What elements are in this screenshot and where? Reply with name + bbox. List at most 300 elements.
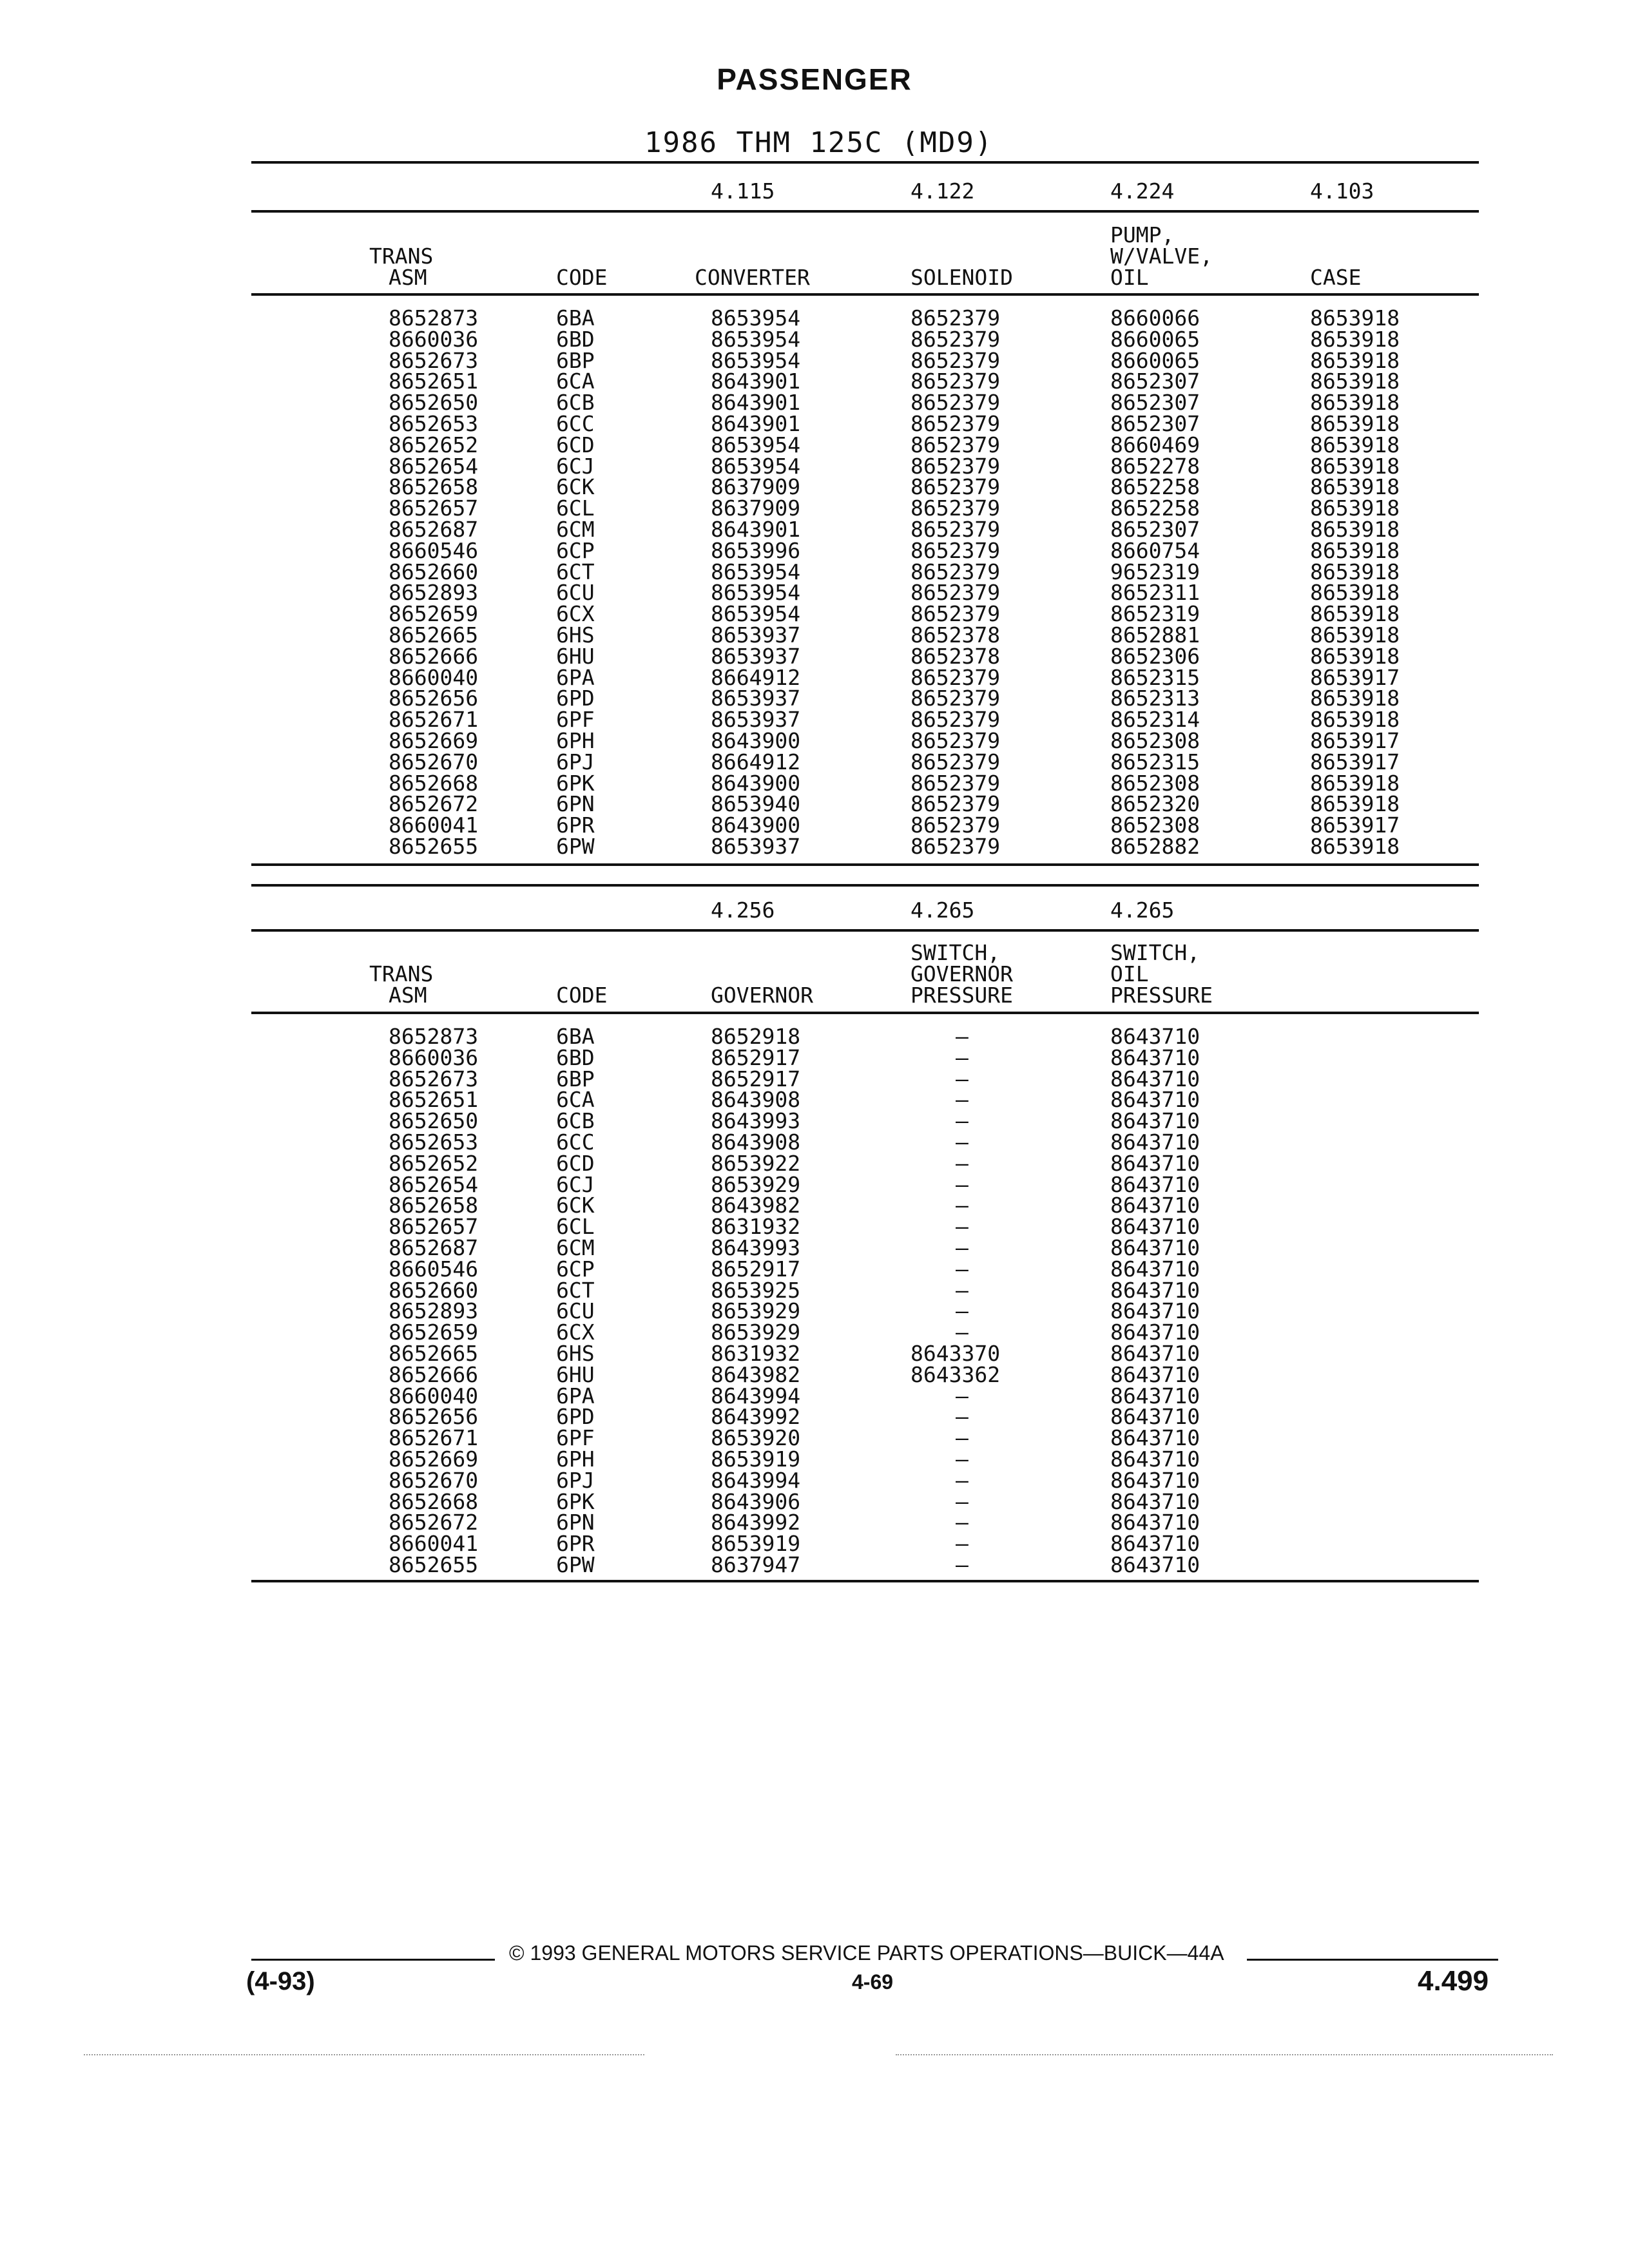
cell-solenoid: 8652379 bbox=[911, 537, 1001, 563]
cell-pump: 8652308 bbox=[1110, 727, 1200, 753]
cell-trans-asm: 8660546 bbox=[389, 1256, 479, 1282]
cell-switch-governor: – bbox=[956, 1298, 969, 1324]
table2-top-rule bbox=[251, 884, 1479, 887]
cell-trans-asm: 8652659 bbox=[389, 601, 479, 627]
cell-pump: 8652308 bbox=[1110, 770, 1200, 796]
cell-solenoid: 8652379 bbox=[911, 347, 1001, 373]
cell-code: 6PA bbox=[556, 664, 595, 690]
cell-pump: 8660754 bbox=[1110, 537, 1200, 563]
cell-trans-asm: 8652666 bbox=[389, 643, 479, 669]
cell-case: 8653918 bbox=[1310, 516, 1400, 542]
cell-case: 8653917 bbox=[1310, 727, 1400, 753]
table-row bbox=[0, 1321, 1629, 1343]
cell-converter: 8653954 bbox=[711, 453, 801, 479]
cell-pump: 8652314 bbox=[1110, 707, 1200, 733]
table-row bbox=[0, 1195, 1629, 1216]
table-row bbox=[0, 580, 1629, 606]
cell-code: 6PD bbox=[556, 1404, 595, 1430]
header-case: CASE bbox=[1310, 265, 1362, 290]
cell-code: 6CX bbox=[556, 601, 595, 627]
cell-code: 6PN bbox=[556, 791, 595, 817]
cell-switch-oil: 8643710 bbox=[1110, 1340, 1200, 1366]
ref-governor: 4.256 bbox=[711, 898, 775, 923]
cell-governor: 8653922 bbox=[711, 1150, 801, 1176]
cell-code: 6BA bbox=[556, 305, 595, 331]
cell-governor: 8653919 bbox=[711, 1446, 801, 1472]
cell-code: 6CD bbox=[556, 432, 595, 457]
cell-converter: 8653954 bbox=[711, 432, 801, 457]
table-row bbox=[0, 1385, 1629, 1407]
cell-switch-governor: – bbox=[956, 1277, 969, 1303]
cell-code: 6PR bbox=[556, 1531, 595, 1557]
cell-code: 6PH bbox=[556, 1446, 595, 1472]
header-pump-line1: PUMP, bbox=[1110, 222, 1175, 247]
cell-trans-asm: 8652651 bbox=[389, 369, 479, 394]
cell-switch-governor: – bbox=[956, 1129, 969, 1155]
cell-trans-asm: 8652873 bbox=[389, 305, 479, 331]
cell-switch-oil: 8643710 bbox=[1110, 1531, 1200, 1557]
cell-pump: 8652258 bbox=[1110, 495, 1200, 521]
cell-switch-oil: 8643710 bbox=[1110, 1298, 1200, 1324]
table2-body bbox=[0, 1026, 1629, 1575]
cell-switch-governor: – bbox=[956, 1044, 969, 1070]
cell-switch-oil: 8643710 bbox=[1110, 1235, 1200, 1260]
cell-pump: 8652307 bbox=[1110, 410, 1200, 436]
cell-code: 6PJ bbox=[556, 749, 595, 774]
cell-code: 6CP bbox=[556, 1256, 595, 1282]
cell-trans-asm: 8652660 bbox=[389, 1277, 479, 1303]
cell-switch-oil: 8643710 bbox=[1110, 1425, 1200, 1451]
cell-governor: 8631932 bbox=[711, 1214, 801, 1240]
cell-switch-governor: – bbox=[956, 1235, 969, 1260]
cell-trans-asm: 8652687 bbox=[389, 516, 479, 542]
cell-converter: 8653954 bbox=[711, 601, 801, 627]
cell-code: 6CC bbox=[556, 410, 595, 436]
cell-switch-governor: – bbox=[956, 1467, 969, 1493]
cell-trans-asm: 8652656 bbox=[389, 1404, 479, 1430]
cell-converter: 8637909 bbox=[711, 474, 801, 500]
header-swgov-line1: SWITCH, bbox=[911, 940, 1001, 965]
cell-converter: 8653954 bbox=[711, 305, 801, 331]
cell-trans-asm: 8652653 bbox=[389, 410, 479, 436]
cell-trans-asm: 8652658 bbox=[389, 1193, 479, 1218]
cell-governor: 8652917 bbox=[711, 1066, 801, 1091]
cell-code: 6CU bbox=[556, 580, 595, 606]
table-row bbox=[0, 1554, 1629, 1575]
header2-code: CODE bbox=[556, 983, 608, 1008]
cell-case: 8653918 bbox=[1310, 474, 1400, 500]
cell-switch-oil: 8643710 bbox=[1110, 1087, 1200, 1113]
cell-switch-oil: 8643710 bbox=[1110, 1024, 1200, 1049]
cell-converter: 8643901 bbox=[711, 410, 801, 436]
cell-code: 6CX bbox=[556, 1320, 595, 1345]
cell-governor: 8653929 bbox=[711, 1171, 801, 1197]
cell-trans-asm: 8652660 bbox=[389, 559, 479, 584]
cell-trans-asm: 8652655 bbox=[389, 833, 479, 859]
cell-code: 6CA bbox=[556, 369, 595, 394]
cell-governor: 8643906 bbox=[711, 1488, 801, 1514]
cell-switch-oil: 8643710 bbox=[1110, 1467, 1200, 1493]
header-solenoid: SOLENOID bbox=[911, 265, 1013, 290]
header-swoil-line2: OIL bbox=[1110, 961, 1149, 986]
cell-governor: 8653925 bbox=[711, 1277, 801, 1303]
cell-solenoid: 8652379 bbox=[911, 495, 1001, 521]
cell-switch-oil: 8643710 bbox=[1110, 1044, 1200, 1070]
cell-code: 6HS bbox=[556, 622, 595, 648]
cell-code: 6CB bbox=[556, 1108, 595, 1134]
cell-solenoid: 8652379 bbox=[911, 601, 1001, 627]
cell-solenoid: 8652379 bbox=[911, 369, 1001, 394]
cell-trans-asm: 8652671 bbox=[389, 707, 479, 733]
cell-code: 6HU bbox=[556, 643, 595, 669]
cell-trans-asm: 8652655 bbox=[389, 1552, 479, 1577]
cell-switch-oil: 8643710 bbox=[1110, 1383, 1200, 1408]
cell-trans-asm: 8652658 bbox=[389, 474, 479, 500]
cell-trans-asm: 8652650 bbox=[389, 390, 479, 416]
cell-switch-oil: 8643710 bbox=[1110, 1277, 1200, 1303]
cell-solenoid: 8652379 bbox=[911, 727, 1001, 753]
cell-case: 8653917 bbox=[1310, 664, 1400, 690]
cell-solenoid: 8652379 bbox=[911, 559, 1001, 584]
cell-solenoid: 8652379 bbox=[911, 833, 1001, 859]
cell-converter: 8653996 bbox=[711, 537, 801, 563]
cell-switch-oil: 8643710 bbox=[1110, 1150, 1200, 1176]
cell-trans-asm: 8652666 bbox=[389, 1361, 479, 1387]
cell-case: 8653918 bbox=[1310, 453, 1400, 479]
cell-governor: 8643994 bbox=[711, 1383, 801, 1408]
cell-trans-asm: 8652665 bbox=[389, 622, 479, 648]
cell-case: 8653918 bbox=[1310, 537, 1400, 563]
cell-trans-asm: 8660546 bbox=[389, 537, 479, 563]
cell-code: 6PJ bbox=[556, 1467, 595, 1493]
cell-converter: 8653954 bbox=[711, 559, 801, 584]
cell-pump: 8660065 bbox=[1110, 347, 1200, 373]
cell-trans-asm: 8660036 bbox=[389, 326, 479, 352]
cell-switch-governor: – bbox=[956, 1024, 969, 1049]
cell-code: 6CB bbox=[556, 390, 595, 416]
cell-pump: 8652258 bbox=[1110, 474, 1200, 500]
table-row bbox=[0, 347, 1629, 373]
cell-trans-asm: 8652669 bbox=[389, 727, 479, 753]
ref-switch-oil: 4.265 bbox=[1110, 898, 1175, 923]
table-row bbox=[0, 410, 1629, 436]
cell-trans-asm: 8652893 bbox=[389, 580, 479, 606]
page-subtitle: 1986 THM 125C (MD9) bbox=[644, 126, 994, 159]
cell-converter: 8664912 bbox=[711, 664, 801, 690]
cell-converter: 8653937 bbox=[711, 686, 801, 711]
cell-case: 8653918 bbox=[1310, 390, 1400, 416]
table-row bbox=[0, 1171, 1629, 1197]
table1-body bbox=[0, 307, 1629, 857]
table-row bbox=[0, 1298, 1629, 1324]
cell-code: 6BD bbox=[556, 326, 595, 352]
cell-code: 6HU bbox=[556, 1361, 595, 1387]
table-row bbox=[0, 497, 1629, 519]
cell-switch-governor: – bbox=[956, 1404, 969, 1430]
table-row bbox=[0, 1404, 1629, 1430]
cell-case: 8653918 bbox=[1310, 643, 1400, 669]
cell-governor: 8652917 bbox=[711, 1256, 801, 1282]
table-row bbox=[0, 1531, 1629, 1557]
header-governor: GOVERNOR bbox=[711, 983, 813, 1008]
cell-trans-asm: 8652670 bbox=[389, 749, 479, 774]
table-row bbox=[0, 1150, 1629, 1176]
table-row bbox=[0, 1026, 1629, 1047]
cell-converter: 8643900 bbox=[711, 727, 801, 753]
cell-pump: 8652320 bbox=[1110, 791, 1200, 817]
cell-code: 6BP bbox=[556, 347, 595, 373]
cell-trans-asm: 8652673 bbox=[389, 1066, 479, 1091]
cell-switch-governor: – bbox=[956, 1256, 969, 1282]
cell-solenoid: 8652379 bbox=[911, 686, 1001, 711]
cell-switch-oil: 8643710 bbox=[1110, 1404, 1200, 1430]
cell-governor: 8637947 bbox=[711, 1552, 801, 1577]
cell-switch-governor: 8643362 bbox=[911, 1361, 1001, 1387]
table-row bbox=[0, 1467, 1629, 1493]
cell-switch-oil: 8643710 bbox=[1110, 1193, 1200, 1218]
ref-solenoid: 4.122 bbox=[911, 178, 975, 204]
cell-pump: 9652319 bbox=[1110, 559, 1200, 584]
cell-trans-asm: 8652652 bbox=[389, 1150, 479, 1176]
table-row bbox=[0, 390, 1629, 416]
cell-case: 8653917 bbox=[1310, 812, 1400, 838]
cell-switch-governor: – bbox=[956, 1066, 969, 1091]
cell-code: 6CK bbox=[556, 474, 595, 500]
cell-code: 6PA bbox=[556, 1383, 595, 1408]
cell-switch-governor: – bbox=[956, 1488, 969, 1514]
header2-asm: ASM bbox=[389, 983, 427, 1008]
cell-switch-governor: – bbox=[956, 1425, 969, 1451]
cell-pump: 8652307 bbox=[1110, 390, 1200, 416]
cell-pump: 8652307 bbox=[1110, 369, 1200, 394]
table1-bottom-rule bbox=[251, 863, 1479, 866]
cell-case: 8653917 bbox=[1310, 749, 1400, 774]
cell-solenoid: 8652379 bbox=[911, 453, 1001, 479]
ref-converter: 4.115 bbox=[711, 178, 775, 204]
ref-pump: 4.224 bbox=[1110, 178, 1175, 204]
cell-trans-asm: 8652659 bbox=[389, 1320, 479, 1345]
cell-switch-oil: 8643710 bbox=[1110, 1171, 1200, 1197]
cell-code: 6CM bbox=[556, 516, 595, 542]
cell-trans-asm: 8652873 bbox=[389, 1024, 479, 1049]
cell-converter: 8653954 bbox=[711, 347, 801, 373]
cell-pump: 8652881 bbox=[1110, 622, 1200, 648]
copyright-line: © 1993 GENERAL MOTORS SERVICE PARTS OPERATIONS—BUICK—44A bbox=[509, 1941, 1224, 1965]
cell-governor: 8643908 bbox=[711, 1087, 801, 1113]
table-row bbox=[0, 1448, 1629, 1470]
cell-converter: 8643900 bbox=[711, 812, 801, 838]
cell-case: 8653918 bbox=[1310, 432, 1400, 457]
cell-governor: 8653929 bbox=[711, 1298, 801, 1324]
cell-code: 6CL bbox=[556, 1214, 595, 1240]
table-row bbox=[0, 516, 1629, 542]
cell-case: 8653918 bbox=[1310, 326, 1400, 352]
cell-switch-governor: – bbox=[956, 1171, 969, 1197]
cell-governor: 8653919 bbox=[711, 1531, 801, 1557]
cell-switch-governor: 8643370 bbox=[911, 1340, 1001, 1366]
cell-trans-asm: 8652657 bbox=[389, 495, 479, 521]
table-row bbox=[0, 307, 1629, 329]
cell-trans-asm: 8652651 bbox=[389, 1087, 479, 1113]
cell-code: 6CM bbox=[556, 1235, 595, 1260]
table-row bbox=[0, 370, 1629, 392]
cell-trans-asm: 8652654 bbox=[389, 1171, 479, 1197]
cell-solenoid: 8652378 bbox=[911, 622, 1001, 648]
cell-code: 6CT bbox=[556, 559, 595, 584]
cell-pump: 8660469 bbox=[1110, 432, 1200, 457]
cell-solenoid: 8652379 bbox=[911, 580, 1001, 606]
cell-switch-governor: – bbox=[956, 1446, 969, 1472]
cell-pump: 8652311 bbox=[1110, 580, 1200, 606]
cell-trans-asm: 8652687 bbox=[389, 1235, 479, 1260]
cell-governor: 8653920 bbox=[711, 1425, 801, 1451]
cell-code: 6PD bbox=[556, 686, 595, 711]
cell-converter: 8653937 bbox=[711, 707, 801, 733]
cell-pump: 8660066 bbox=[1110, 305, 1200, 331]
page-number: 4.499 bbox=[1418, 1965, 1489, 1997]
table-row bbox=[0, 814, 1629, 836]
cell-converter: 8653937 bbox=[711, 833, 801, 859]
cell-switch-oil: 8643710 bbox=[1110, 1214, 1200, 1240]
table-row bbox=[0, 1258, 1629, 1280]
table-row bbox=[0, 1340, 1629, 1366]
cell-case: 8653918 bbox=[1310, 833, 1400, 859]
cell-code: 6PR bbox=[556, 812, 595, 838]
cell-pump: 8652278 bbox=[1110, 453, 1200, 479]
page-title: PASSENGER bbox=[717, 62, 912, 96]
table-row bbox=[0, 1512, 1629, 1533]
cell-solenoid: 8652379 bbox=[911, 410, 1001, 436]
cell-case: 8653918 bbox=[1310, 770, 1400, 796]
table-row bbox=[0, 537, 1629, 563]
cell-trans-asm: 8652668 bbox=[389, 770, 479, 796]
cell-trans-asm: 8652671 bbox=[389, 1425, 479, 1451]
header-swoil-line3: PRESSURE bbox=[1110, 983, 1213, 1008]
cell-solenoid: 8652379 bbox=[911, 474, 1001, 500]
cell-trans-asm: 8652672 bbox=[389, 1510, 479, 1535]
cell-trans-asm: 8660040 bbox=[389, 664, 479, 690]
cell-case: 8653918 bbox=[1310, 347, 1400, 373]
cell-case: 8653918 bbox=[1310, 707, 1400, 733]
cell-switch-governor: – bbox=[956, 1531, 969, 1557]
cell-solenoid: 8652379 bbox=[911, 390, 1001, 416]
cell-switch-governor: – bbox=[956, 1510, 969, 1535]
cell-solenoid: 8652379 bbox=[911, 664, 1001, 690]
cell-switch-oil: 8643710 bbox=[1110, 1510, 1200, 1535]
table2-bottom-rule bbox=[251, 1580, 1479, 1582]
cell-solenoid: 8652379 bbox=[911, 791, 1001, 817]
cell-pump: 8652308 bbox=[1110, 812, 1200, 838]
header-trans-line1: TRANS bbox=[369, 244, 434, 269]
cell-governor: 8643908 bbox=[711, 1129, 801, 1155]
header-pump-line2: W/VALVE, bbox=[1110, 244, 1213, 269]
cell-switch-oil: 8643710 bbox=[1110, 1256, 1200, 1282]
table-row bbox=[0, 643, 1629, 669]
footer-rule-right bbox=[1247, 1959, 1498, 1961]
cell-pump: 8652882 bbox=[1110, 833, 1200, 859]
cell-case: 8653918 bbox=[1310, 686, 1400, 711]
scan-noise-right bbox=[896, 2054, 1553, 2055]
cell-code: 6CP bbox=[556, 537, 595, 563]
table-row bbox=[0, 1108, 1629, 1134]
cell-governor: 8643993 bbox=[711, 1235, 801, 1260]
cell-converter: 8653954 bbox=[711, 326, 801, 352]
cell-governor: 8643993 bbox=[711, 1108, 801, 1134]
cell-code: 6CJ bbox=[556, 453, 595, 479]
table-row bbox=[0, 434, 1629, 456]
cell-trans-asm: 8652669 bbox=[389, 1446, 479, 1472]
cell-switch-governor: – bbox=[956, 1214, 969, 1240]
scan-noise-left bbox=[84, 2054, 644, 2055]
cell-code: 6PK bbox=[556, 770, 595, 796]
cell-code: 6CL bbox=[556, 495, 595, 521]
cell-converter: 8653954 bbox=[711, 580, 801, 606]
ref-switch-gov: 4.265 bbox=[911, 898, 975, 923]
table-row bbox=[0, 326, 1629, 352]
cell-trans-asm: 8652653 bbox=[389, 1129, 479, 1155]
table-row bbox=[0, 1488, 1629, 1514]
table-row bbox=[0, 1131, 1629, 1153]
cell-code: 6PF bbox=[556, 1425, 595, 1451]
cell-governor: 8643992 bbox=[711, 1510, 801, 1535]
date-code: (4-93) bbox=[246, 1967, 315, 1995]
cell-solenoid: 8652379 bbox=[911, 326, 1001, 352]
cell-solenoid: 8652379 bbox=[911, 770, 1001, 796]
cell-converter: 8643901 bbox=[711, 390, 801, 416]
table-row bbox=[0, 561, 1629, 582]
cell-solenoid: 8652379 bbox=[911, 749, 1001, 774]
cell-switch-oil: 8643710 bbox=[1110, 1488, 1200, 1514]
table2-header-rule bbox=[251, 1012, 1479, 1014]
cell-solenoid: 8652379 bbox=[911, 432, 1001, 457]
table-row bbox=[0, 751, 1629, 773]
cell-code: 6CT bbox=[556, 1277, 595, 1303]
table1-header-rule bbox=[251, 293, 1479, 296]
table-row bbox=[0, 474, 1629, 500]
table-row bbox=[0, 791, 1629, 817]
cell-case: 8653918 bbox=[1310, 305, 1400, 331]
header-pump-line3: OIL bbox=[1110, 265, 1149, 290]
cell-governor: 8643982 bbox=[711, 1361, 801, 1387]
cell-converter: 8653937 bbox=[711, 622, 801, 648]
cell-code: 6PF bbox=[556, 707, 595, 733]
cell-code: 6HS bbox=[556, 1340, 595, 1366]
cell-trans-asm: 8652657 bbox=[389, 1214, 479, 1240]
cell-case: 8653918 bbox=[1310, 791, 1400, 817]
cell-trans-asm: 8652656 bbox=[389, 686, 479, 711]
cell-switch-oil: 8643710 bbox=[1110, 1446, 1200, 1472]
ref-case: 4.103 bbox=[1310, 178, 1374, 204]
header2-trans-line1: TRANS bbox=[369, 961, 434, 986]
table-row bbox=[0, 601, 1629, 627]
header-converter: CONVERTER bbox=[695, 265, 810, 290]
cell-code: 6BA bbox=[556, 1024, 595, 1049]
cell-switch-governor: – bbox=[956, 1150, 969, 1176]
table-row bbox=[0, 624, 1629, 646]
cell-switch-governor: – bbox=[956, 1108, 969, 1134]
cell-pump: 8652319 bbox=[1110, 601, 1200, 627]
cell-converter: 8653940 bbox=[711, 791, 801, 817]
cell-trans-asm: 8652650 bbox=[389, 1108, 479, 1134]
cell-code: 6CC bbox=[556, 1129, 595, 1155]
cell-switch-governor: – bbox=[956, 1552, 969, 1577]
cell-case: 8653918 bbox=[1310, 580, 1400, 606]
cell-code: 6BD bbox=[556, 1044, 595, 1070]
header-asm: ASM bbox=[389, 265, 427, 290]
cell-code: 6PW bbox=[556, 833, 595, 859]
table-row bbox=[0, 664, 1629, 690]
cell-solenoid: 8652379 bbox=[911, 516, 1001, 542]
